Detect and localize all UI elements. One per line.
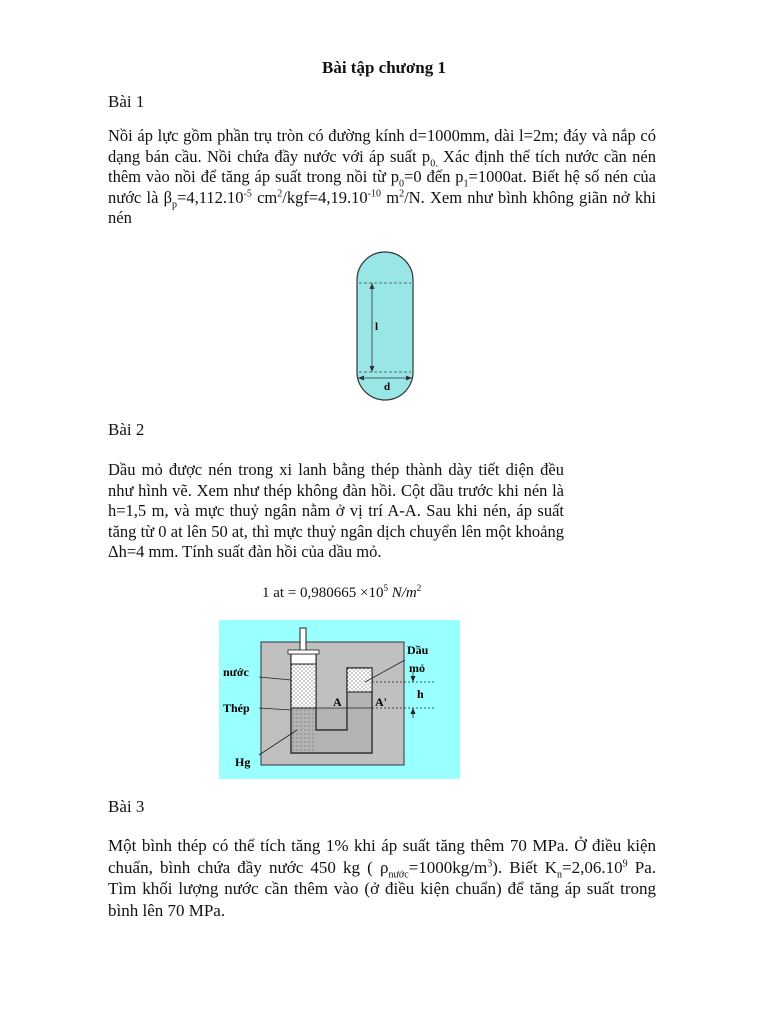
label-mo: mỏ [409,661,425,675]
ex3-text-e: Pa. Tìm khối lượng nước cần thêm vào (ở điều kiện chuẩn) để tăng áp suất trong bình lên 70 MPa. [108,857,656,920]
ex3-text-c: ). Biết K [492,857,557,877]
ex1-sub-p0b: 0 [399,178,405,190]
exercise-3-heading: Bài 3 [108,797,145,816]
ex1-text-g: /kgf=4,19.10 [282,187,368,207]
label-a: A [333,695,342,709]
right-column-mercury [347,692,372,730]
ex3-sub-rho: nước [388,868,409,880]
label-nuoc: nước [223,665,249,679]
ex1-sup-4: 2 [399,188,405,199]
left-column-mercury [291,708,316,753]
ex1-sub-p1: 1 [463,178,469,190]
piston [291,654,316,664]
ex1-text-h: m [380,187,400,207]
piston-base [288,650,319,654]
label-dau: Dầu [407,643,429,657]
ex3-text-d: =2,06.10 [562,857,623,877]
channel-bottom-mercury [316,730,372,753]
ex1-sup-2: 2 [277,188,283,199]
ex1-text-a: Nồi áp lực gồm phần trụ tròn có đường kính d=1000mm, dài l=2m; đáy và nắp có dạng bán cầu. Nồi chứa đầy nước với áp suất p [108,126,656,166]
unit-conversion-formula [262,583,421,602]
ex3-sup-m3: 3 [487,857,493,869]
label-a-prime: A' [375,695,387,709]
page-title: Bài tập chương 1 [322,58,446,77]
exercise-2-text: Dầu mỏ được nén trong xi lanh bằng thép thành dày tiết diện đều như hình vẽ. Xem như thép không đàn hồi. Cột dầu trước khi nén là h=1,5 m, và mực thuỷ ngân nằm ở vị trí A-A. Sau khi nén, áp suất tăng từ 0 at lên 50 at, thì mực thuỷ ngân dịch chuyển lên một khoảng Δh=4 mm. Tính suất đàn hồi của dầu mỏ. [108,460,564,561]
label-hg: Hg [235,755,251,769]
pressure-vessel-diagram [350,250,420,402]
ex1-sup-1: -5 [243,188,252,199]
ex1-text-f: cm [251,187,278,207]
ex3-sub-kn: n [557,868,562,880]
exercise-1-text [108,126,656,229]
formula-unit-exponent: 2 [416,583,422,593]
diameter-label: d [384,381,391,393]
exercise-2-heading: Bài 2 [108,420,145,439]
formula-main: 1 at = 0,980665 ×10 [262,585,384,601]
exercise-1-heading: Bài 1 [108,92,145,111]
ex1-text-d: =1000at. Biết hệ số nén của nước là β [108,167,656,207]
ex1-sub-p0: 0. [430,157,438,169]
label-thep: Thép [223,701,250,715]
ex1-text-e: =4,112.10 [177,187,244,207]
ex3-text-a: Một bình thép có thể tích tăng 1% khi áp suất tăng thêm 70 MPa. Ở điều kiện chuẩn, bình chứa đầy nước 450 kg ( ρ [108,836,656,877]
length-label: l [375,321,379,333]
oil-compression-diagram [219,620,460,779]
ex1-text-i: /N. Xem như bình không giãn nở khi nén [108,187,656,227]
ex1-sup-3: -10 [367,188,381,199]
ex1-sub-beta: p [172,198,178,210]
exercise-3-text [108,835,656,921]
formula-unit: N/m [388,585,417,601]
ex3-sup-9: 9 [622,857,628,869]
label-h: h [417,687,424,701]
ex3-text-b: =1000kg/m [408,857,488,877]
water-column [291,664,316,708]
ex1-text-c: =0 đến p [404,167,464,186]
ex1-text-b: Xác định thể tích nước cần nén thêm vào nồi để tăng áp suất trong nồi từ p [108,146,656,186]
formula-exponent: 5 [383,583,388,593]
